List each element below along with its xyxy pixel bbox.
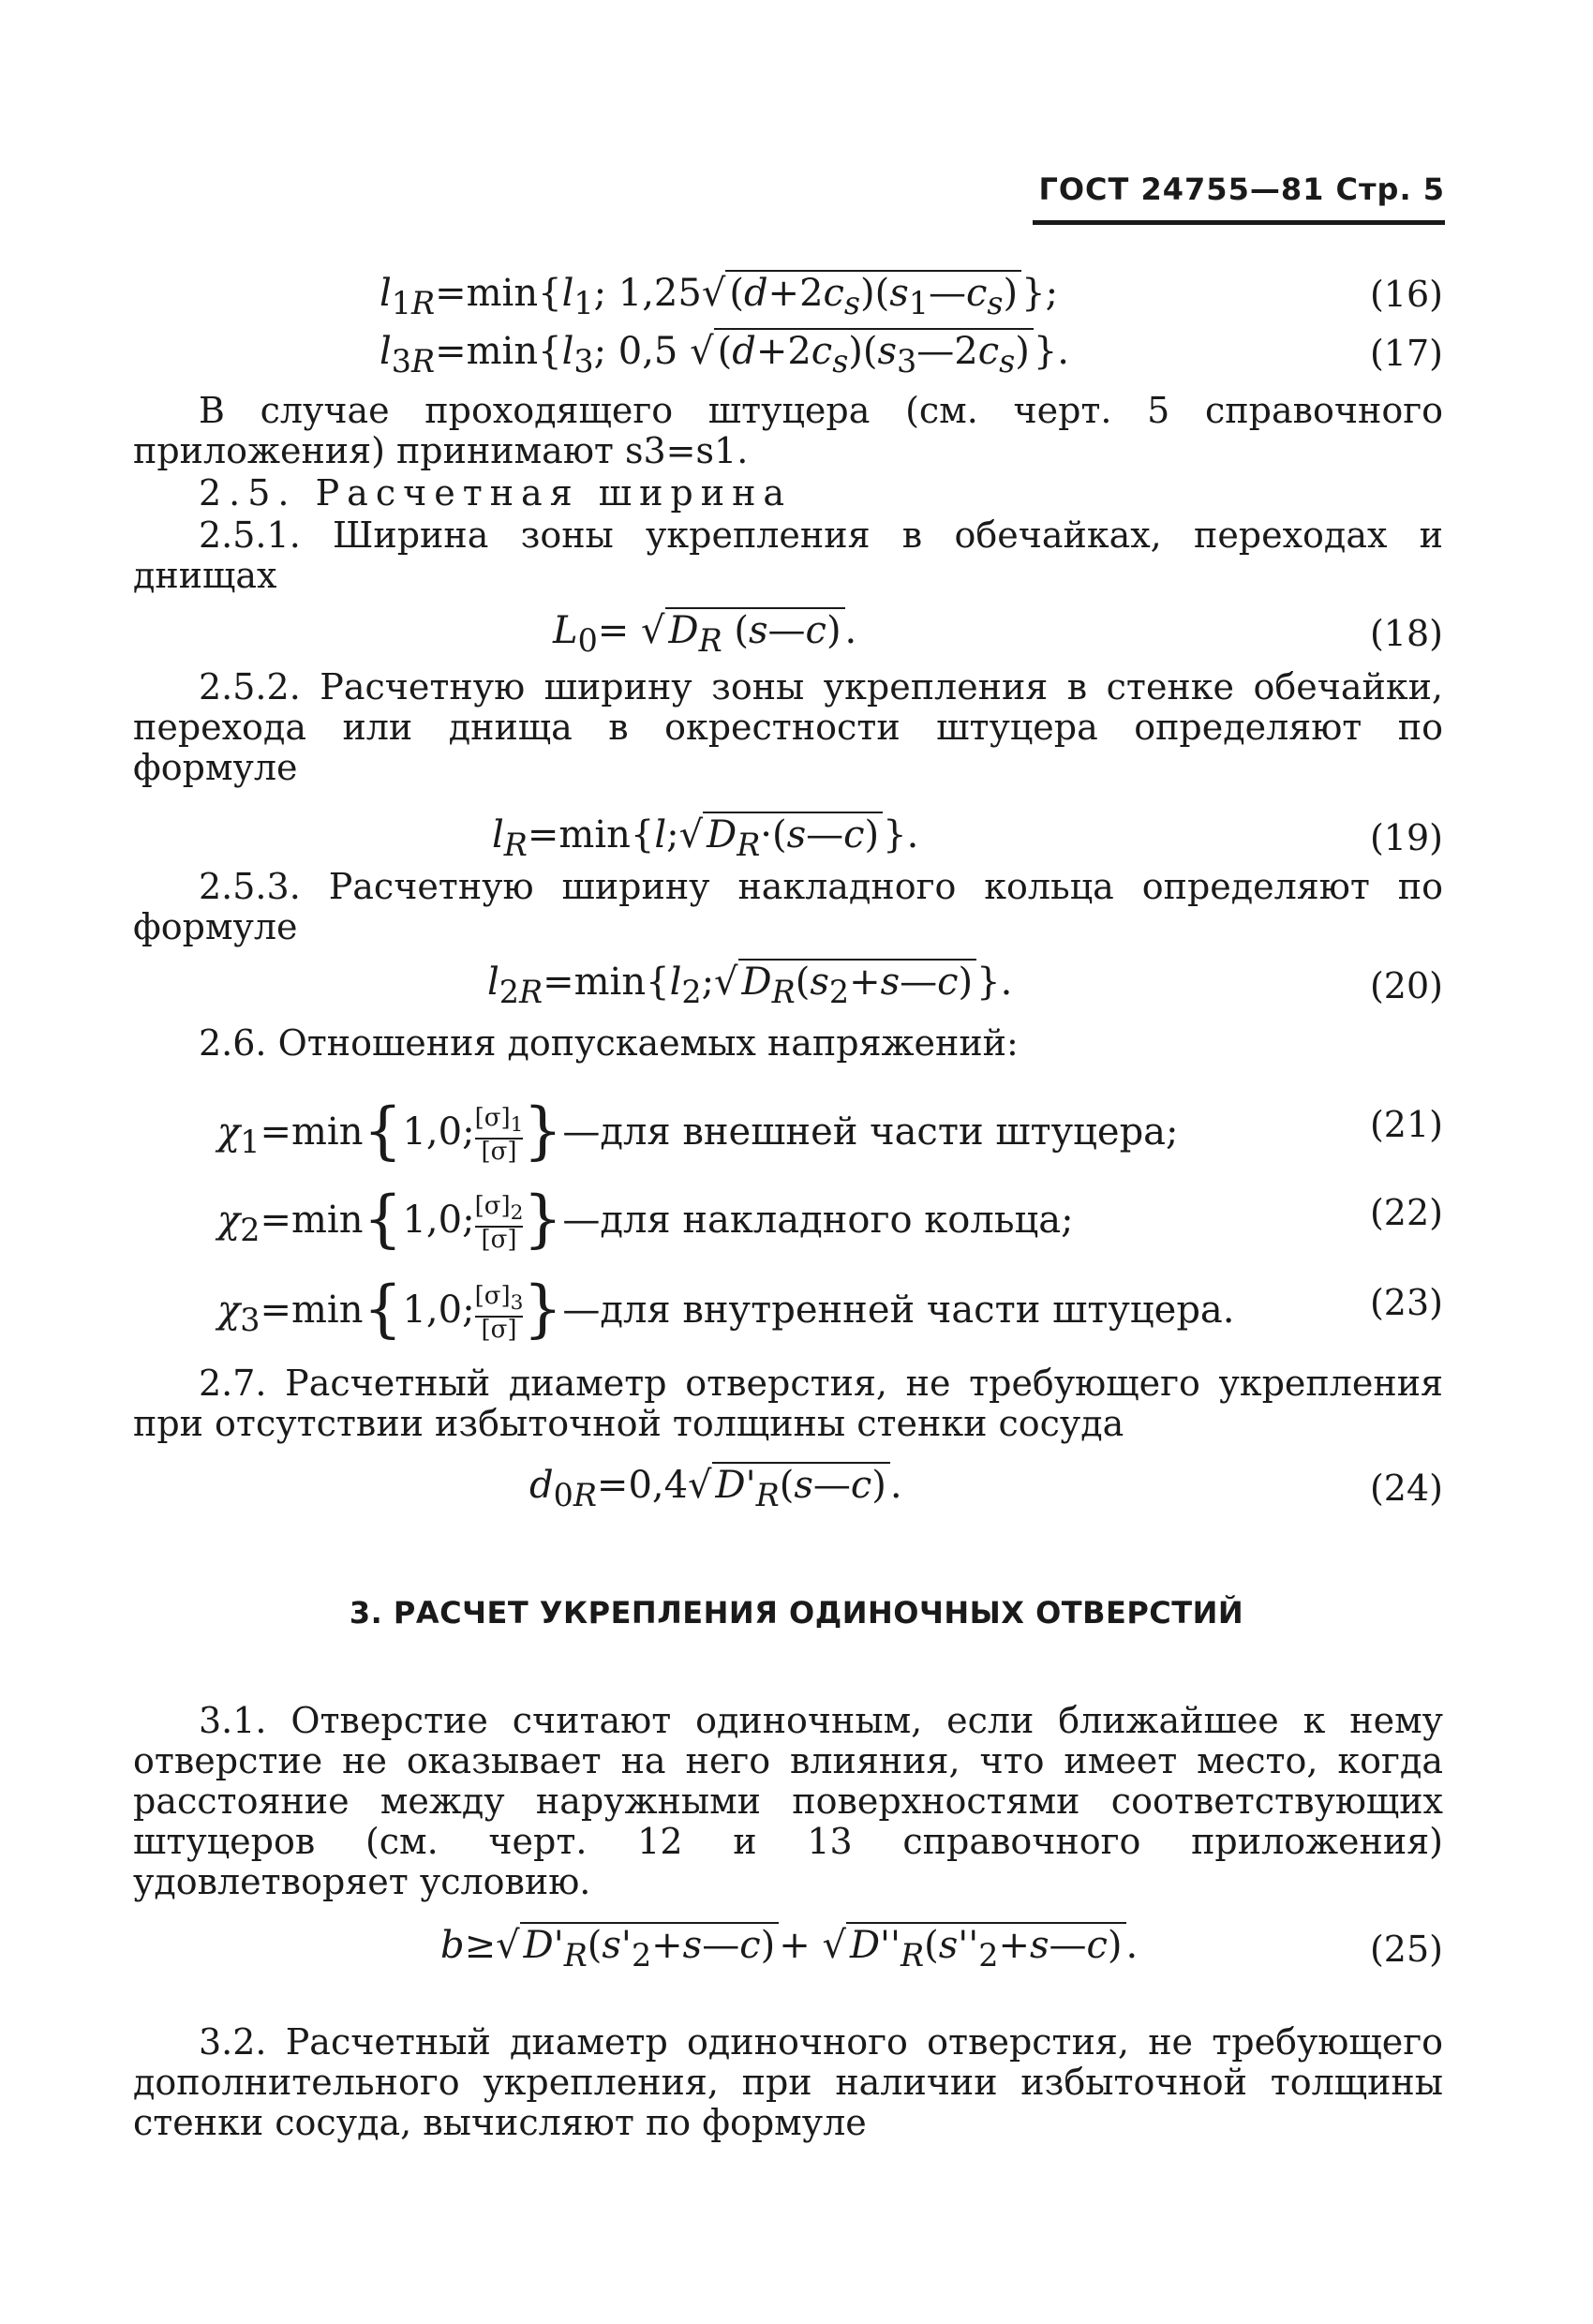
formula-16: $l_{1R}=\min\{l_1$; 1,25√ $(d+2c_s)(s_1—c_s)$ }; [380,272,1059,321]
paragraph-2-5-1: 2.5.1. Ширина зоны укрепления в обечайках, переходах и днищах [133,514,1443,596]
eq-number-19: (19) [1369,817,1443,858]
formula-19: $l_R=\min\{l;√$ $D_R\cdot(s—c)$ }. [492,813,919,863]
formula-21: $\chi_1=\min\{1,0$; $\frac{[\sigma]_1}{[\sigma]}$ }—для внешней части штуцера; [217,1095,1179,1167]
formula-24: $d_{0R}=0,4√$ $D'_R(s—c)$ . [529,1464,902,1513]
formula-23: $\chi_3=\min\{1,0$; $\frac{[\sigma]_3}{[\sigma]}$ }—для внутренней части штуцера. [217,1273,1235,1345]
formula-17: $l_{3R}=\min\{l_3$; 0,5 √ $(d+2c_s)(s_3—2c_s)$ }. [380,330,1070,380]
paragraph-2-6: 2.6. Отношения допускаемых напряжений: [199,1022,1019,1064]
paragraph-pass-through-nozzle: В случае проходящего штуцера (см. черт. 5 справочного приложения) принимают s3=s1. [133,390,1443,471]
formula-25: b≥√ $D'_R(s'_2+s—c)$ + √ $D''_R(s''_2+s—c)$ . [440,1924,1139,1974]
paragraph-3-1: 3.1. Отверстие считают одиночным, если ближайшее к нему отверстие не оказывает на него влияния, что имеет место, когда расстояние между наружными поверхностями соответствующих штуцеров (см. черт. 12 и 13 справочного приложения) удовлетворяет условию. [133,1700,1443,1902]
formula-22: $\chi_2=\min\{1,0$; $\frac{[\sigma]_2}{[\sigma]}$ }—для накладного кольца; [217,1183,1074,1255]
formula-18: $L_0=$ √ $D_R$ (s—c) . [553,609,857,659]
paragraph-2-7: 2.7. Расчетный диаметр отверстия, не требующего укрепления при отсутствии избыточной толщины стенки сосуда [133,1363,1443,1444]
paragraph-3-2: 3.2. Расчетный диаметр одиночного отверстия, не требующего дополнительного укрепления, при наличии избыточной толщины стенки сосуда, вычисляют по формуле [133,2021,1443,2143]
paragraph-2-5-2: 2.5.2. Расчетную ширину зоны укрепления в стенке обечайки, перехода или днища в окрестности штуцера определяют по формуле [133,666,1443,788]
eq-number-24: (24) [1369,1467,1443,1509]
eq-number-21: (21) [1369,1104,1443,1145]
eq-number-17: (17) [1369,333,1443,374]
paragraph-2-5-3: 2.5.3. Расчетную ширину накладного кольца определяют по формуле [133,866,1443,947]
eq-number-22: (22) [1369,1192,1443,1233]
eq-number-23: (23) [1369,1282,1443,1323]
page-header: ГОСТ 24755—81 Стр. 5 [1038,171,1445,207]
section-3-heading: 3. РАСЧЕТ УКРЕПЛЕНИЯ ОДИНОЧНЫХ ОТВЕРСТИЙ [349,1595,1244,1631]
eq-number-16: (16) [1369,274,1443,315]
header-rule [1033,220,1445,225]
eq-number-20: (20) [1369,965,1443,1006]
formula-20: $l_{2R}=\min\{l_2;√$ $D_R(s_2+s—c)$ }. [487,961,1013,1010]
eq-number-25: (25) [1369,1929,1443,1970]
section-2-5-title: 2.5. Расчетная ширина [199,472,793,514]
eq-number-18: (18) [1369,613,1443,654]
